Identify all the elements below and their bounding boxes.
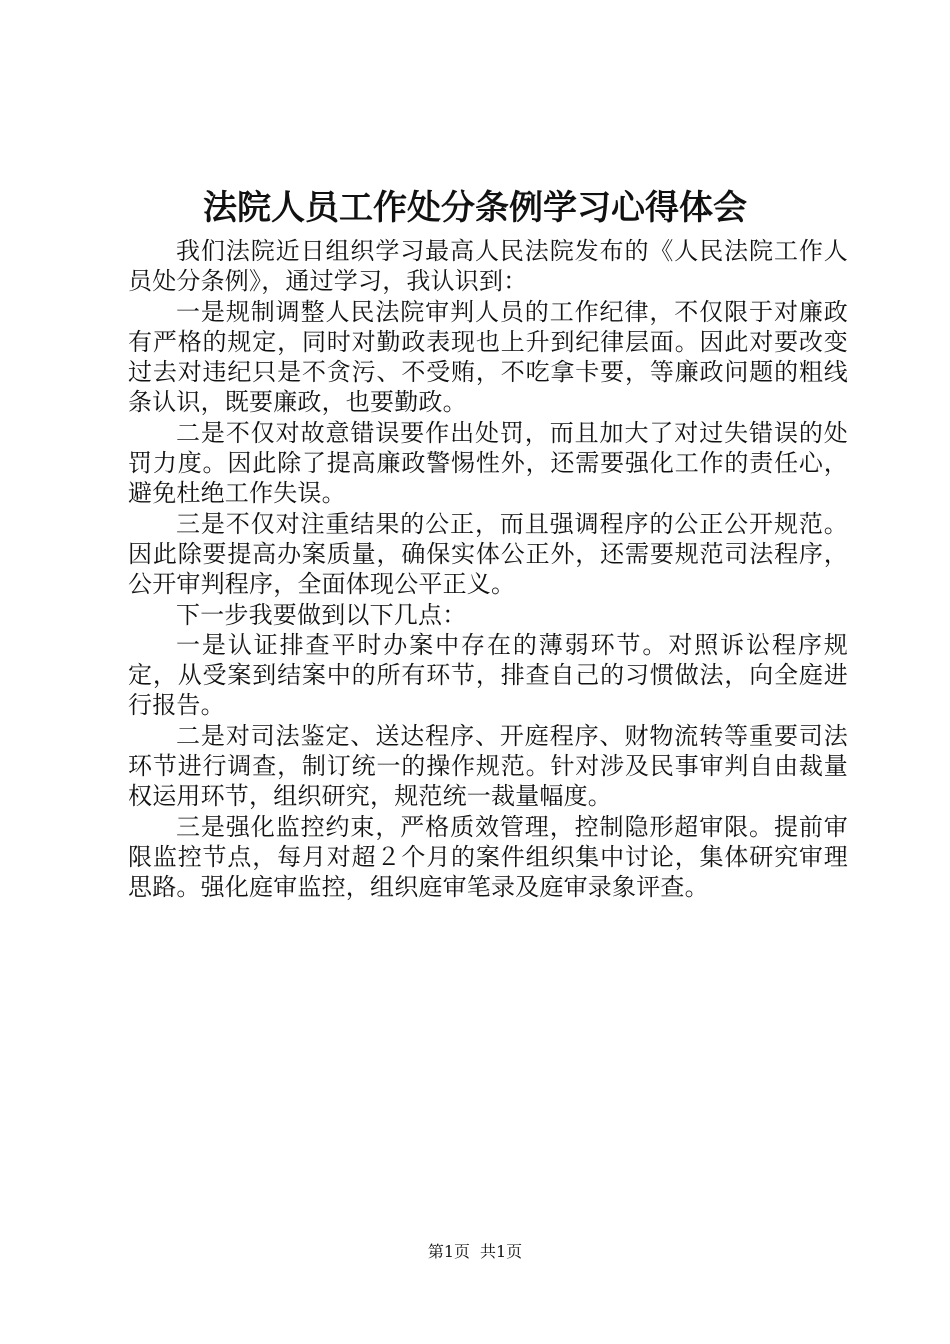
paragraph-step-1: 一是认证排查平时办案中存在的薄弱环节。对照诉讼程序规定，从受案到结案中的所有环节，排查自己的习惯做法，向全庭进行报告。	[128, 630, 848, 720]
paragraph-point-3: 三是不仅对注重结果的公正，而且强调程序的公正公开规范。因此除要提高办案质量，确保实体公正外，还需要规范司法程序，公开审判程序，全面体现公平正义。	[128, 509, 848, 599]
document-body	[128, 236, 848, 903]
paragraph-step-3: 三是强化监控约束，严格质效管理，控制隐形超审限。提前审限监控节点，每月对超２个月的案件组织集中讨论，集体研究审理思路。强化庭审监控，组织庭审笔录及庭审录象评查。	[128, 812, 848, 902]
page-total: 共1页	[480, 1242, 523, 1261]
page-footer	[0, 1242, 950, 1262]
document-title: 法院人员工作处分条例学习心得体会	[203, 188, 747, 228]
page-number: 第1页	[427, 1242, 470, 1261]
paragraph-intro: 我们法院近日组织学习最高人民法院发布的《人民法院工作人员处分条例》，通过学习，我认识到：	[128, 237, 848, 296]
paragraph-point-2: 二是不仅对故意错误要作出处罚，而且加大了对过失错误的处罚力度。因此除了提高廉政警惕性外，还需要强化工作的责任心，避免杜绝工作失误。	[128, 418, 848, 508]
paragraph-step-2: 二是对司法鉴定、送达程序、开庭程序、财物流转等重要司法环节进行调查，制订统一的操作规范。针对涉及民事审判自由裁量权运用环节，组织研究，规范统一裁量幅度。	[128, 721, 848, 811]
paragraph-next-steps: 下一步我要做到以下几点：	[176, 600, 467, 629]
paragraph-point-1: 一是规制调整人民法院审判人员的工作纪律，不仅限于对廉政有严格的规定，同时对勤政表现也上升到纪律层面。因此对要改变过去对违纪只是不贪污、不受贿，不吃拿卡要，等廉政问题的粗线条认识，既要廉政，也要勤政。	[128, 297, 848, 417]
